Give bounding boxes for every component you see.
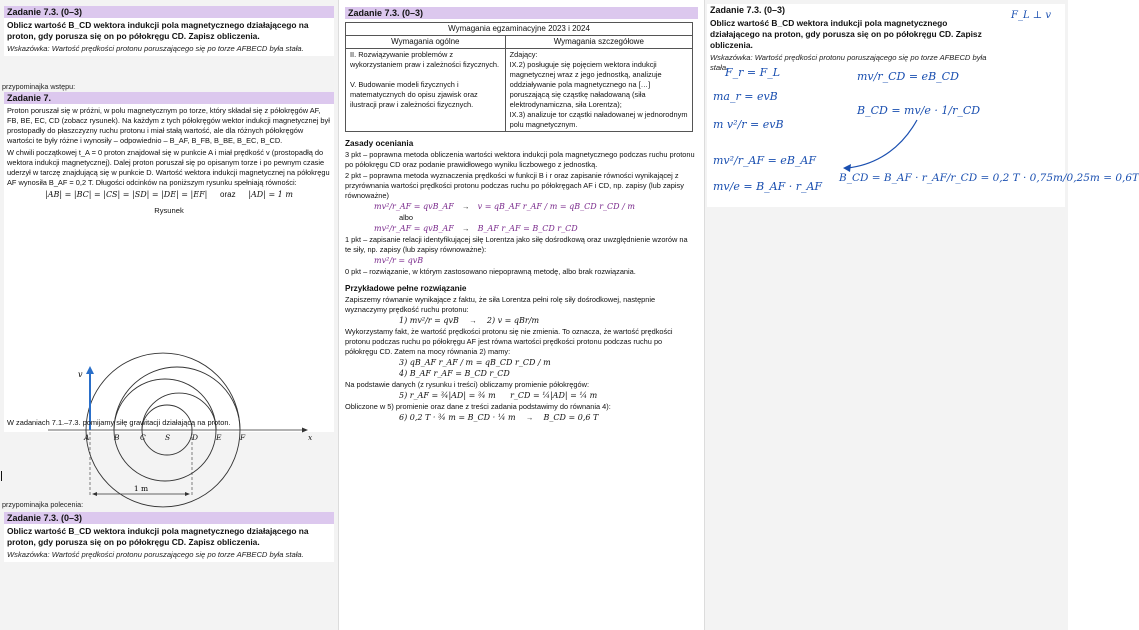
c2-arrow-2: → [462, 224, 470, 233]
example-eq-4-text: 4) B_AF r_AF = B_CD r_CD [399, 369, 510, 378]
task-header: Zadanie 7.3. (0–3) [4, 6, 334, 18]
criterion-0pt: 0 pkt – rozwiązanie, w którym zastosowano niepoprawną metodę, albo brak rozwiązania. [345, 267, 636, 276]
specific-req-1: IX.2) posługuje się pojęciem wektora indukcji magnetycznej wraz z jego jednostką, analizuje oddziaływanie pola magnetycznego na […] poruszającą się cząstkę naładowaną (siła elektrodynamiczna, siła Lorentza); [509, 60, 662, 109]
col-specific-header: Wymagania szczegółowe [505, 36, 692, 49]
criterion-2pt-eq1 [345, 202, 724, 212]
general-req-2: V. Budowanie modeli fizycznych i matematycznych do opisu zjawisk oraz ilustracji praw i zależności fizycznych. [350, 80, 478, 109]
intro-card [4, 92, 334, 493]
scale-arrow-right [185, 492, 190, 496]
point-f-label: F [240, 433, 246, 442]
task-hint-bottom: Wskazówka: Wartość prędkości protonu poruszającego się po torze AFBECD była stała. [7, 550, 304, 559]
gravity-note: W zadaniach 7.1.–7.3. pomijamy siłę grawitacji działającą na proton. [7, 418, 231, 427]
handwriting-af-equation: mv²/r_AF = eB_AF [713, 154, 816, 167]
handwriting-final-result: B_CD = B_AF · r_AF/r_CD = 0,2 T · 0,75m/0,25m = 0,6T [839, 172, 1139, 184]
figure-title: Rysunek [154, 206, 184, 215]
handwriting-newton: ma_r = evB [713, 90, 778, 103]
example-title: Przykładowe pełne rozwiązanie [345, 284, 467, 293]
col-general-header: Wymagania ogólne [346, 36, 506, 49]
example-eq-3-text: 3) qB_AF r_AF / m = qB_CD r_CD / m [399, 358, 551, 367]
middle-column [339, 0, 705, 630]
handwriting-cd-equation: mv/r_CD = eB_CD [857, 70, 959, 83]
task-title-bottom: Oblicz wartość B_CD wektora indukcji pola magnetycznego działającego na proton, gdy porusza się on po półokręgu CD. Zapisz obliczenia. [7, 526, 309, 547]
example-eq-6b: B_CD = 0,6 T [543, 413, 599, 422]
intro-header: Zadanie 7. [4, 92, 334, 104]
example-paragraph-2: Wykorzystamy fakt, że wartość prędkości protonu się nie zmienia. To oznacza, że wartość prędkości protonu podczas ruchu po półokręgu AF jest równa wartości prędkości protonu podczas ruchu po półokręgu CD. Zatem na mocy równania 2) mamy: [345, 327, 673, 356]
axis-x-label: x [308, 433, 313, 442]
ad-length-text: |AD| = 1 m [248, 190, 293, 199]
example-eq-3 [345, 358, 749, 368]
handwriting-mv-over-e: mv/e = B_AF · r_AF [713, 180, 823, 193]
c2-eq2b: B_AF r_AF = B_CD r_CD [477, 224, 578, 233]
notes-task-title: Oblicz wartość B_CD wektora indukcji pola magnetycznego działającego na proton, gdy porusza się on po półokręgu CD. Zapisz obliczenia. [710, 18, 982, 50]
scoring-title: Zasady oceniania [345, 139, 414, 148]
handwriting-centripetal: m v²/r = evB [713, 118, 784, 131]
example-eq-1: 1) mv²/r = qvB [399, 316, 459, 325]
requirements-table [345, 22, 693, 132]
specific-requirements-cell [505, 49, 692, 132]
task-card-bottom [4, 512, 334, 562]
velocity-arrowhead [86, 366, 94, 374]
example-eq-5a: 5) r_AF = ¾|AD| = ¾ m [399, 391, 496, 400]
scale-arrow-left [92, 492, 97, 496]
example-eq-4 [345, 369, 749, 379]
criterion-2pt-eq2 [345, 224, 724, 234]
example-eq-6a: 6) 0,2 T · ¾ m = B_CD · ¼ m [399, 413, 516, 422]
intro-paragraph-2: W chwili początkowej t_A = 0 proton znajdował się w punkcie A i miał prędkość v (prostopadłą do wektora indukcji magnetycznej). Dalej proton poruszał się po opisanym torze i po pewnym czasie uderzył w tarczę znajdującą się w punkcie D. Wartość wektora indukcji magnetycznej na półokręgu AF wynosiła B_AF = 0,2 T. Długości odcinków na poniższym rysunku spełniają równości: [7, 148, 330, 187]
scale-label: 1 m [133, 484, 149, 493]
example-eq-1-2 [345, 316, 749, 326]
right-column [705, 0, 1139, 630]
specific-req-2: IX.3) analizuje tor cząstki naładowanej w jednorodnym polu magnetycznym. [509, 110, 688, 129]
example-arrow-2: → [525, 413, 534, 422]
handwriting-arrow [827, 116, 947, 176]
criterion-1pt-eq [345, 256, 724, 266]
lengths-text: |AB| = |BC| = |CS| = |SD| = |DE| = |EF| [45, 190, 208, 199]
mid-task-header: Zadanie 7.3. (0–3) [345, 7, 698, 19]
c2-eq1b: v = qB_AF r_AF / m = qB_CD r_CD / m [477, 202, 635, 211]
example-paragraph-1: Zapiszemy równanie wynikające z faktu, że siła Lorentza pełni rolę siły dośrodkowej, następnie wyznaczymy prędkość ruchu protonu: [345, 295, 656, 314]
example-eq-6 [345, 413, 749, 423]
reminder-task-label: przypominajka polecenia: [2, 500, 84, 509]
c2-eq2a: mv²/r_AF = qvB_AF [374, 224, 454, 233]
task-header-bottom: Zadanie 7.3. (0–3) [4, 512, 334, 524]
point-e-label: E [216, 433, 222, 442]
example-eq-2: 2) v = qBr/m [486, 316, 540, 325]
point-a-label: A [84, 433, 90, 442]
example-arrow-1: → [469, 316, 477, 325]
notes-task-hint: Wskazówka: Wartość prędkości protonu poruszającego się po torze AFBECD była stała. [710, 53, 987, 72]
lengths-equation [4, 190, 334, 200]
c2-arrow-1: → [462, 202, 470, 211]
handwriting-perpendicular: F_L ⊥ v [1011, 10, 1051, 21]
task-hint: Wskazówka: Wartość prędkości protonu poruszającego się po torze AFBECD była stała. [7, 44, 304, 53]
criterion-2pt-or: albo [399, 213, 413, 222]
task-card-top [4, 6, 334, 56]
general-requirements-cell [346, 49, 506, 132]
general-req-1: II. Rozwiązywanie problemów z wykorzystaniem praw i zależności fizycznych. [350, 50, 500, 69]
c2-eq1a: mv²/r_AF = qvB_AF [374, 202, 454, 211]
example-eq-5 [345, 391, 749, 401]
notes-task-header: Zadanie 7.3. (0–3) [710, 5, 786, 15]
text-cursor [1, 471, 2, 481]
handwriting-arrow-curve [847, 120, 917, 168]
handwriting-force-balance: F_r = F_L [725, 66, 781, 79]
point-c-label: C [140, 433, 146, 442]
example-paragraph-3: Na podstawie danych (z rysunku i treści) obliczamy promienie półokręgów: [345, 380, 589, 389]
table-title: Wymagania egzaminacyjne 2023 i 2024 [346, 23, 693, 36]
reminder-intro-label: przypominajka wstępu: [2, 82, 76, 91]
point-b-label: B [114, 433, 120, 442]
c1-eq: mv²/r = qvB [374, 256, 424, 265]
notes-card [707, 4, 1139, 207]
intro-paragraph-1: Proton poruszał się w próżni, w polu magnetycznym po torze, który składał się z półokręgów AF, FB, BE, EC, CD (zobacz rysunek). Na każdym z tych półokręgów wektor indukcji magnetycznej był prostopadły do płaszczyzny ruchu protonu i miał stałą wartość, ale dla różnych półokręgów wartości te były różne i wynosiły – odpowiednio – B_AF, B_FB, B_BE, B_EC, B_CD. [7, 106, 330, 145]
left-column [0, 0, 339, 630]
criterion-1pt: 1 pkt – zapisanie relacji identyfikującej siłę Lorentza jako siłę dośrodkową oraz uwzględnienie wzorów na te siły, np. zapisy (lub zapisy równoważne): [345, 235, 688, 254]
criterion-2pt: 2 pkt – poprawna metoda wyznaczenia prędkości w funkcji B i r oraz zapisanie równości wynikającej z przyrównania wartości prędkości protonu podczas ruchu po półokręgach AF i CD, np. zapisy (lub zapisy równoważne) [345, 171, 684, 200]
criterion-3pt: 3 pkt – poprawna metoda obliczenia wartości wektora indukcji pola magnetycznego podczas ruchu protonu po półokręgu CD oraz podanie prawidłowego wyniku liczbowego z jednostką. [345, 150, 695, 169]
velocity-label: v [78, 370, 83, 379]
task-title: Oblicz wartość B_CD wektora indukcji pola magnetycznego działającego na proton, gdy porusza się on po półokręgu CD. Zapisz obliczenia. [7, 20, 309, 41]
specific-req-intro: Zdający: [509, 50, 538, 59]
handwriting-arrowhead [843, 164, 851, 172]
example-eq-5b: r_CD = ¼|AD| = ¼ m [510, 391, 598, 400]
and-text: oraz [220, 190, 236, 199]
point-s-label: S [165, 433, 171, 442]
example-paragraph-4: Obliczone w 5) promienie oraz dane z treści zadania podstawimy do równania 4): [345, 402, 611, 411]
point-d-label: D [192, 433, 199, 442]
handwriting-bcd-formula: B_CD = mv/e · 1/r_CD [857, 104, 981, 117]
x-axis-arrow [302, 428, 308, 433]
